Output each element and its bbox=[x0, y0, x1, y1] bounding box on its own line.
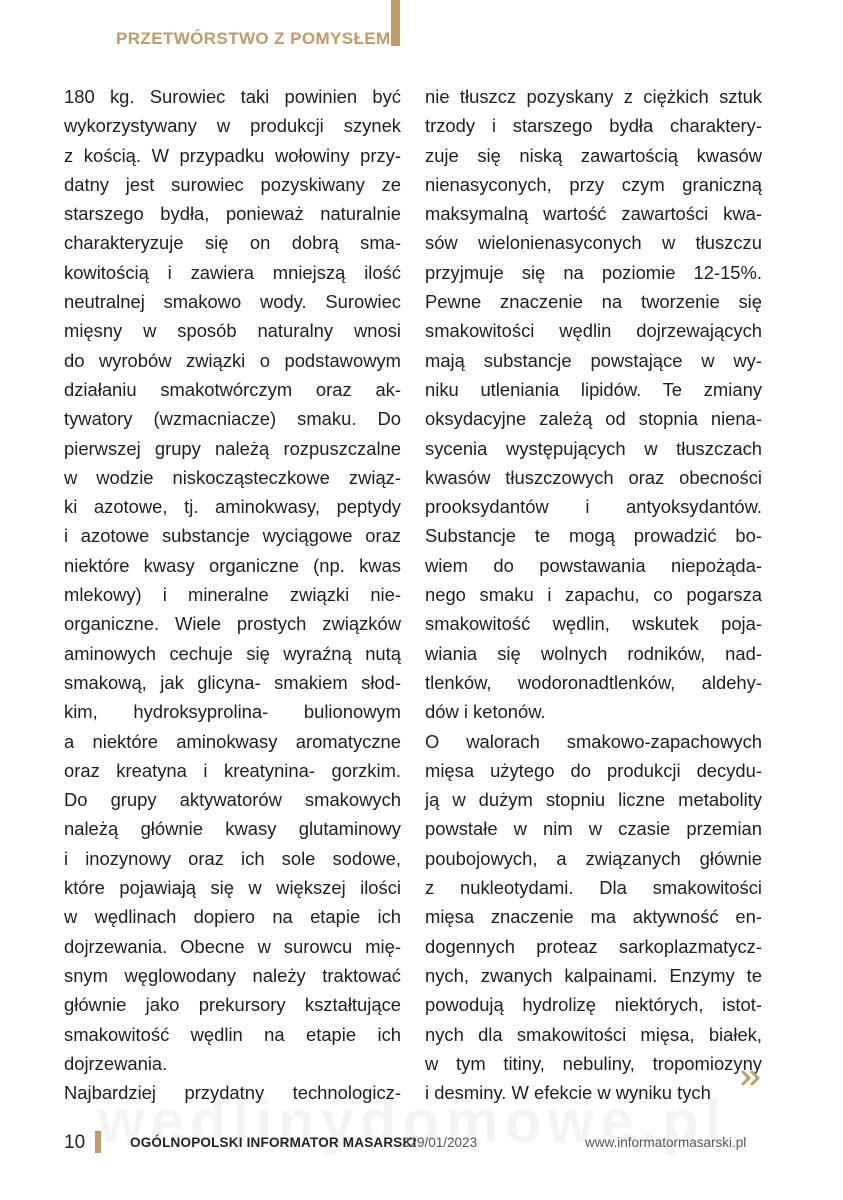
text-line: charakteryzuje się on dobrą sma- bbox=[64, 232, 401, 254]
text-line: nych, zwanych kalpainami. Enzymy te bbox=[425, 964, 762, 986]
text-line: dojrzewania. Obecne w surowcu mię- bbox=[64, 935, 401, 957]
issue-number: 329/01/2023 bbox=[402, 1135, 478, 1150]
text-line: powstałe w nim w czasie przemian bbox=[425, 818, 762, 840]
text-line: neutralnej smakowo wody. Surowiec bbox=[64, 291, 401, 313]
text-line: należą głównie kwasy glutaminowy bbox=[64, 818, 401, 840]
text-line: smakowitość wędlin, wskutek poja- bbox=[425, 613, 762, 635]
text-line: nego smaku i zapachu, co pogarsza bbox=[425, 584, 762, 606]
text-line: ją w dużym stopniu liczne metabolity bbox=[425, 789, 762, 811]
text-line: Do grupy aktywatorów smakowych bbox=[64, 789, 401, 811]
text-line: oksydacyjne zależą od stopnia niena- bbox=[425, 408, 762, 430]
text-line: sów wielonienasyconych w tłuszczu bbox=[425, 232, 762, 254]
text-line: niektóre kwasy organiczne (np. kwas bbox=[64, 554, 401, 576]
text-line: do wyrobów związki o podstawowym bbox=[64, 349, 401, 371]
text-line: nych dla smakowitości mięsa, białek, bbox=[425, 1023, 762, 1045]
text-line: smakowitość wędlin na etapie ich bbox=[64, 1023, 401, 1045]
text-line: organiczne. Wiele prostych związków bbox=[64, 613, 401, 635]
text-line: i azotowe substancje wyciągowe oraz bbox=[64, 525, 401, 547]
text-line: tlenków, wodoronadtlenków, aldehy- bbox=[425, 671, 762, 693]
text-line: przyjmuje się na poziomie 12-15%. bbox=[425, 261, 762, 283]
text-line: ki azotowe, tj. aminokwasy, peptydy bbox=[64, 496, 401, 518]
text-line: w wodzie niskocząsteczkowe związ- bbox=[64, 466, 401, 488]
text-line: powodują hydrolizę niektórych, istot- bbox=[425, 994, 762, 1016]
text-line: oraz kreatyna i kreatynina- gorzkim. bbox=[64, 759, 401, 781]
text-line: zuje się niską zawartością kwasów bbox=[425, 144, 762, 166]
text-line: niku utleniania lipidów. Te zmiany bbox=[425, 378, 762, 400]
text-line: smakowitości wędlin dojrzewających bbox=[425, 320, 762, 342]
text-line: mlekowy) i mineralne związki nie- bbox=[64, 584, 401, 606]
text-line: a niektóre aminokwasy aromatyczne bbox=[64, 730, 401, 752]
text-line: poubojowych, a związanych głównie bbox=[425, 847, 762, 869]
text-line: maksymalną wartość zawartości kwa- bbox=[425, 203, 762, 225]
text-line: tywatory (wzmacniacze) smaku. Do bbox=[64, 408, 401, 430]
section-label: PRZETWÓRSTWO Z POMYSŁEM bbox=[116, 29, 391, 48]
text-line: snym węglowodany należy traktować bbox=[64, 964, 401, 986]
text-line: pierwszej grupy należą rozpuszczalne bbox=[64, 437, 401, 459]
header-accent-bar bbox=[391, 0, 400, 46]
text-line: głównie jako prekursory kształtujące bbox=[64, 994, 401, 1016]
page-number: 10 bbox=[64, 1132, 86, 1153]
text-line: aminowych cechuje się wyraźną nutą bbox=[64, 642, 401, 664]
article-column-right bbox=[425, 82, 762, 1107]
text-line: sycenia występujących w tłuszczach bbox=[425, 437, 762, 459]
text-line: kwasów tłuszczowych oraz obecności bbox=[425, 466, 762, 488]
text-line: i inozynowy oraz ich sole sodowe, bbox=[64, 847, 401, 869]
text-line: O walorach smakowo-zapachowych bbox=[425, 730, 762, 752]
article-column-left bbox=[64, 82, 401, 1107]
text-line: Substancje te mogą prowadzić bo- bbox=[425, 525, 762, 547]
text-line: trzody i starszego bydła charaktery- bbox=[425, 115, 762, 137]
text-line: dogennych proteaz sarkoplazmatycz- bbox=[425, 935, 762, 957]
text-line: 180 kg. Surowiec taki powinien być bbox=[64, 86, 401, 107]
text-line: nie tłuszcz pozyskany z ciężkich sztuk bbox=[425, 86, 762, 107]
text-line: w tym titiny, nebuliny, tropomiozyny bbox=[425, 1052, 762, 1074]
text-line: dojrzewania. bbox=[64, 1052, 168, 1074]
text-line: i desminy. W efekcie w wyniku tych bbox=[425, 1082, 711, 1104]
text-line: starszego bydła, ponieważ naturalnie bbox=[64, 203, 401, 225]
text-line: z kością. W przypadku wołowiny przy- bbox=[64, 144, 401, 166]
footer-accent-bar bbox=[95, 1131, 101, 1153]
double-chevron-right-icon bbox=[740, 1069, 764, 1087]
text-line: kowitością i zawiera mniejszą ilość bbox=[64, 261, 401, 283]
text-line: prooksydantów i antyoksydantów. bbox=[425, 496, 762, 518]
text-line: wiania się wolnych rodników, nad- bbox=[425, 642, 762, 664]
text-line: które pojawiają się w większej ilości bbox=[64, 877, 401, 899]
text-line: mają substancje powstające w wy- bbox=[425, 349, 762, 371]
text-line: kim, hydroksyprolina- bulionowym bbox=[64, 701, 401, 723]
text-line: w wędlinach dopiero na etapie ich bbox=[64, 906, 401, 928]
text-line: wykorzystywany w produkcji szynek bbox=[64, 115, 401, 137]
text-line: z nukleotydami. Dla smakowitości bbox=[425, 877, 762, 899]
text-line: dów i ketonów. bbox=[425, 701, 546, 723]
text-line: nienasyconych, przy czym graniczną bbox=[425, 173, 762, 195]
text-line: mięsa znaczenie ma aktywność en- bbox=[425, 906, 762, 928]
publication-title: OGÓLNOPOLSKI INFORMATOR MASARSKI bbox=[130, 1135, 417, 1150]
text-line: wiem do powstawania niepożąda- bbox=[425, 554, 762, 576]
text-line: datny jest surowiec pozyskiwany ze bbox=[64, 173, 401, 195]
text-line: Pewne znaczenie na tworzenie się bbox=[425, 291, 762, 313]
text-line: mięsa użytego do produkcji decydu- bbox=[425, 759, 762, 781]
text-line: smakową, jak glicyna- smakiem słod- bbox=[64, 671, 401, 693]
text-line: działaniu smakotwórczym oraz ak- bbox=[64, 378, 401, 400]
text-line: mięsny w sposób naturalny wnosi bbox=[64, 320, 401, 342]
publication-url: www.informatormasarski.pl bbox=[585, 1135, 747, 1150]
text-line: Najbardziej przydatny technologicz- bbox=[64, 1082, 401, 1104]
